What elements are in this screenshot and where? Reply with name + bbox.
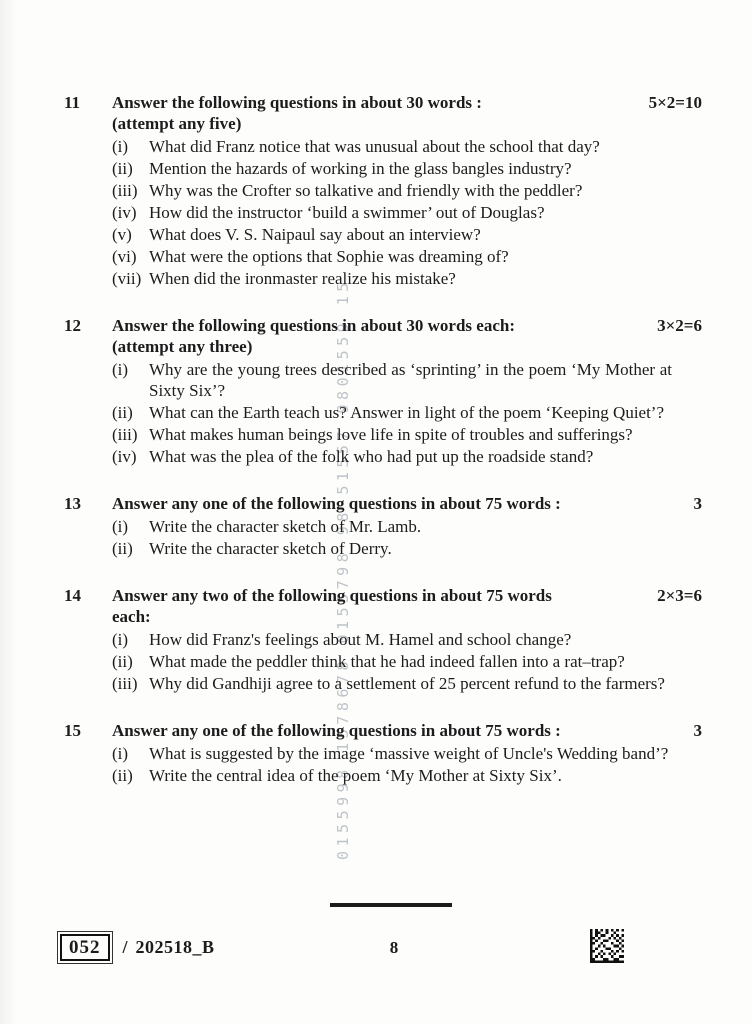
item-text: Write the central idea of the poem ‘My Mother at Sixty Six’. — [149, 766, 562, 785]
question-marks: 2×3=6 — [657, 586, 702, 605]
question-15 — [64, 720, 702, 786]
question-item — [112, 158, 702, 179]
item-text: Why are the young trees described as ‘sprinting’ in the poem ‘My Mother at Sixty Six’? — [149, 360, 672, 400]
item-text: What were the options that Sophie was dreaming of? — [149, 247, 509, 266]
question-item — [112, 268, 702, 289]
question-number: 13 — [64, 494, 81, 513]
question-14 — [64, 585, 702, 694]
item-label: (i) — [112, 630, 129, 649]
item-label: (vi) — [112, 247, 137, 266]
item-label: (vii) — [112, 269, 142, 288]
paper-code: 052 — [60, 934, 110, 961]
question-number: 14 — [64, 586, 81, 605]
item-label: (i) — [112, 517, 129, 536]
item-label: (ii) — [112, 539, 133, 558]
item-text: What makes human beings love life in spite of troubles and sufferings? — [149, 425, 633, 444]
item-label: (iii) — [112, 674, 138, 693]
question-note: (attempt any five) — [112, 114, 242, 133]
question-marks: 3 — [693, 721, 702, 740]
question-note: each: — [112, 607, 151, 626]
item-text: Write the character sketch of Mr. Lamb. — [149, 517, 422, 536]
item-label: (iv) — [112, 447, 137, 466]
question-marks: 5×2=10 — [648, 93, 702, 112]
question-13 — [64, 493, 702, 559]
question-header: Answer any one of the following questions in about 75 words : — [112, 721, 561, 740]
item-label: (iii) — [112, 181, 138, 200]
question-item — [112, 136, 702, 157]
item-label: (i) — [112, 360, 129, 379]
question-header: Answer any two of the following questions in about 75 words — [112, 586, 552, 605]
question-item — [112, 202, 702, 223]
question-header: Answer the following questions in about 30 words : — [112, 93, 482, 112]
security-serial-watermark: 0155998 1578678 0155798 98 51557 9801559 15 — [334, 278, 352, 860]
item-label: (ii) — [112, 766, 133, 785]
item-text: What can the Earth teach us? Answer in light of the poem ‘Keeping Quiet’? — [149, 403, 665, 422]
paper-id: 202518_B — [135, 937, 215, 957]
item-label: (ii) — [112, 403, 133, 422]
footer-separator: / — [122, 937, 128, 957]
item-label: (iv) — [112, 203, 137, 222]
question-note: (attempt any three) — [112, 337, 253, 356]
item-label: (iii) — [112, 425, 138, 444]
question-item — [112, 765, 702, 786]
item-label: (ii) — [112, 159, 133, 178]
item-text: Mention the hazards of working in the glass bangles industry? — [149, 159, 572, 178]
item-text: Why did Gandhiji agree to a settlement of 25 percent refund to the farmers? — [149, 674, 665, 693]
item-text: How did Franz's feelings about M. Hamel and school change? — [149, 630, 572, 649]
item-label: (v) — [112, 225, 132, 244]
question-item — [112, 246, 702, 267]
question-marks: 3×2=6 — [657, 316, 702, 335]
question-item — [112, 446, 702, 467]
item-text: Why was the Crofter so talkative and friendly with the peddler? — [149, 181, 583, 200]
questions-section — [64, 92, 702, 812]
item-text: When did the ironmaster realize his mistake? — [149, 269, 456, 288]
item-label: (ii) — [112, 652, 133, 671]
datamatrix-barcode-icon — [590, 929, 624, 963]
question-item — [112, 180, 702, 201]
question-item — [112, 359, 702, 401]
item-text: What made the peddler think that he had indeed fallen into a rat–trap? — [149, 652, 625, 671]
question-12 — [64, 315, 702, 467]
question-item — [112, 516, 702, 537]
question-item — [112, 743, 702, 764]
item-text: Write the character sketch of Derry. — [149, 539, 392, 558]
item-text: What does V. S. Naipaul say about an interview? — [149, 225, 481, 244]
question-marks: 3 — [693, 494, 702, 513]
question-header: Answer any one of the following questions in about 75 words : — [112, 494, 561, 513]
question-item — [112, 424, 702, 445]
item-text: What was the plea of the folk who had put up the roadside stand? — [149, 447, 594, 466]
end-of-questions-rule — [330, 903, 452, 907]
question-item — [112, 538, 702, 559]
question-item — [112, 402, 702, 423]
item-text: What is suggested by the image ‘massive weight of Uncle's Wedding band’? — [149, 744, 669, 763]
item-text: What did Franz notice that was unusual about the school that day? — [149, 137, 600, 156]
question-11 — [64, 92, 702, 289]
question-item — [112, 629, 702, 650]
page-number: 8 — [389, 938, 399, 957]
question-item — [112, 224, 702, 245]
question-number: 11 — [64, 93, 81, 112]
item-label: (i) — [112, 137, 129, 156]
item-label: (i) — [112, 744, 129, 763]
question-item — [112, 651, 702, 672]
question-item — [112, 673, 702, 694]
question-header: Answer the following questions in about 30 words each: — [112, 316, 516, 335]
question-number: 12 — [64, 316, 81, 335]
item-text: How did the instructor ‘build a swimmer’ out of Douglas? — [149, 203, 545, 222]
question-number: 15 — [64, 721, 81, 740]
